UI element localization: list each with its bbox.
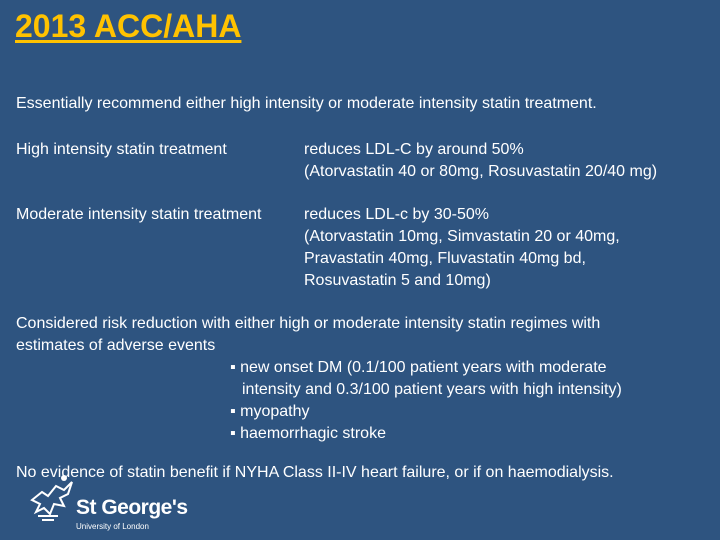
logo-name: St George's bbox=[76, 496, 188, 519]
bullet-new-onset-dm: ▪ new onset DM (0.1/100 patient years with moderate bbox=[230, 359, 607, 376]
high-intensity-line1: reduces LDL-C by around 50% bbox=[304, 141, 524, 158]
high-intensity-label: High intensity statin treatment bbox=[16, 141, 227, 158]
moderate-intensity-line3: Pravastatin 40mg, Fluvastatin 40mg bd, bbox=[304, 250, 586, 267]
moderate-intensity-line4: Rosuvastatin 5 and 10mg) bbox=[304, 272, 491, 289]
logo-subtitle: University of London bbox=[76, 522, 149, 531]
slide-title: 2013 ACC/AHA bbox=[15, 8, 242, 44]
moderate-intensity-line1: reduces LDL-c by 30-50% bbox=[304, 206, 489, 223]
risk-text-line1: Considered risk reduction with either high or moderate intensity statin regimes with bbox=[16, 315, 601, 332]
footer-note: No evidence of statin benefit if NYHA Class II-IV heart failure, or if on haemodialysis. bbox=[16, 464, 614, 481]
moderate-intensity-label: Moderate intensity statin treatment bbox=[16, 206, 262, 223]
moderate-intensity-line2: (Atorvastatin 10mg, Simvastatin 20 or 40mg, bbox=[304, 228, 620, 245]
bullet-myopathy: ▪ myopathy bbox=[230, 403, 310, 420]
high-intensity-line2: (Atorvastatin 40 or 80mg, Rosuvastatin 20/40 mg) bbox=[304, 163, 658, 180]
risk-text-line2: estimates of adverse events bbox=[16, 337, 216, 354]
bullet-haemorrhagic-stroke: ▪ haemorrhagic stroke bbox=[230, 425, 386, 442]
intro-text: Essentially recommend either high intensity or moderate intensity statin treatment. bbox=[16, 95, 597, 112]
bullet-new-onset-dm-cont: intensity and 0.3/100 patient years with high intensity) bbox=[242, 381, 622, 398]
